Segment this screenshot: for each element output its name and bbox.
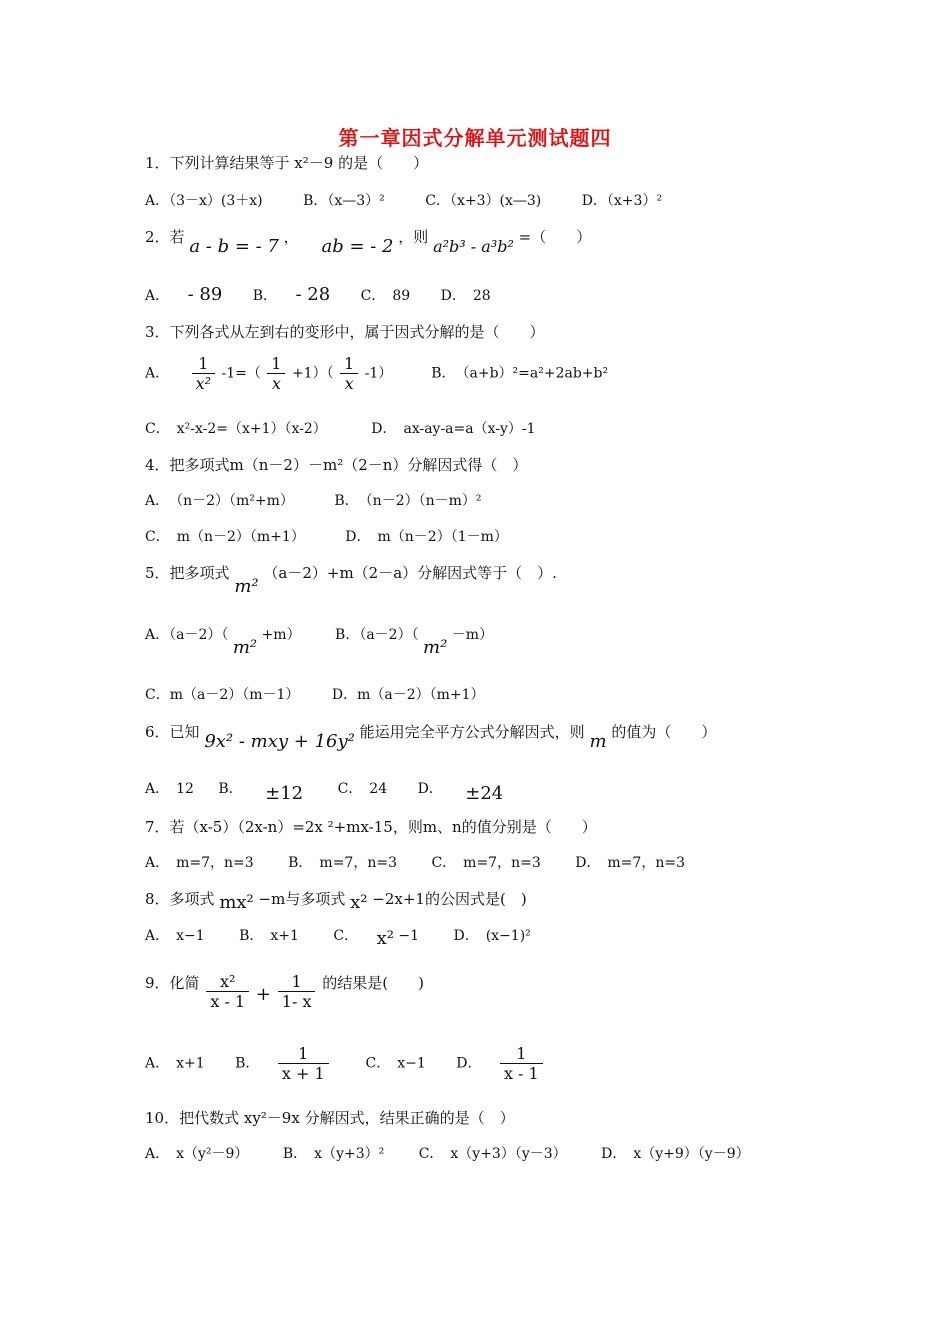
text: 6．已知 bbox=[145, 723, 200, 741]
option-b-label: B． bbox=[218, 781, 243, 797]
question-3-options-ab bbox=[145, 354, 608, 393]
question-1-options bbox=[145, 190, 662, 210]
fraction: $\frac{1}{x}$ bbox=[267, 354, 285, 393]
option-c: C． x²-x-2=（x+1）（x-2） bbox=[145, 421, 327, 437]
q8-expr1: mx² bbox=[219, 892, 254, 913]
option-a-end: +m） bbox=[261, 627, 301, 643]
option-a: A． m=7，n=3 bbox=[145, 855, 254, 871]
question-10-options bbox=[145, 1143, 750, 1163]
option-c: C． m=7，n=3 bbox=[431, 855, 541, 871]
q2-expr3: a²b³ - a³b² bbox=[433, 237, 514, 256]
text: 9．化简 bbox=[145, 974, 200, 992]
option-a: A．（a－2）（ bbox=[145, 627, 229, 643]
option-d-label: D． bbox=[456, 1055, 482, 1072]
page-title: 第一章因式分解单元测试题四 bbox=[338, 126, 612, 150]
option-d: D． x（y+9）（y－9） bbox=[601, 1146, 750, 1162]
option-b-label: B． bbox=[235, 1055, 260, 1072]
option-b-expr: m² bbox=[423, 637, 448, 658]
question-9-options bbox=[145, 1044, 545, 1083]
option-c: C．m（a－2）（m－1） bbox=[145, 687, 300, 703]
q5-expr: m² bbox=[234, 576, 259, 597]
option-d: D． ax-ay-a=a（x-y）-1 bbox=[371, 421, 536, 437]
option-b: B． x（y+3）² bbox=[282, 1146, 385, 1162]
text: −2x+1的公因式是( ) bbox=[372, 890, 527, 908]
question-6 bbox=[145, 721, 717, 752]
question-2-options bbox=[145, 284, 491, 305]
option-b-label: B． bbox=[252, 288, 278, 304]
option-a: A． x−1 bbox=[145, 928, 205, 944]
option-d-label: D． bbox=[417, 781, 443, 797]
option-a: A． x（y²－9） bbox=[145, 1146, 249, 1162]
q8-expr2: x² bbox=[350, 892, 368, 913]
question-7: 7．若（x-5）（2x-n）=2x ²+mx-15，则m、n的值分别是（ ） bbox=[145, 818, 597, 836]
text: −m与多项式 bbox=[258, 890, 346, 908]
option-b: B．（a－2）（ bbox=[335, 627, 419, 643]
fraction: $\frac{1}{x + 1}$ bbox=[278, 1044, 329, 1083]
question-4: 4．把多项式m（n－2）－m²（2－n）分解因式得（ ） bbox=[145, 456, 528, 474]
text: -1） bbox=[364, 365, 393, 382]
fraction: $\frac{\text{x²}}{x - 1}$ bbox=[206, 972, 249, 1011]
text: 的值为（ ） bbox=[611, 723, 717, 741]
option-b-value: ±12 bbox=[265, 783, 304, 804]
question-7-options bbox=[145, 852, 685, 872]
option-c: C． m（n－2）（m+1） bbox=[145, 529, 305, 545]
fraction: $\frac{1}{\text{x²}}$ bbox=[192, 354, 215, 393]
option-b: B．（x—3）² bbox=[303, 193, 385, 209]
q2-expr2: ab = - 2 bbox=[321, 236, 394, 257]
option-d: D． m=7，n=3 bbox=[575, 855, 685, 871]
text: 的结果是( ) bbox=[322, 974, 424, 992]
question-3-options-cd bbox=[145, 418, 536, 438]
option-b: B． m=7，n=3 bbox=[288, 855, 397, 871]
question-5 bbox=[145, 562, 557, 597]
fraction: $\frac{1}{x - 1}$ bbox=[500, 1044, 543, 1083]
question-4-options-cd bbox=[145, 526, 508, 546]
fraction: $\frac{1}{x}$ bbox=[340, 354, 358, 393]
q6-var: m bbox=[589, 731, 607, 752]
text: 8．多项式 bbox=[145, 890, 215, 908]
option-a-label: A． bbox=[145, 365, 170, 382]
text: （a－2）+m（2－a）分解因式等于（ ）. bbox=[263, 564, 557, 582]
option-b-value: - 28 bbox=[295, 284, 331, 305]
q2-suffix: =（ ） bbox=[518, 228, 592, 246]
option-d: D． 28 bbox=[440, 288, 491, 304]
option-d: D．m（a－2）（m+1） bbox=[331, 687, 485, 703]
q2-mid: ，则 bbox=[398, 228, 429, 246]
option-b: B． （n－2）（n－m）² bbox=[334, 493, 482, 509]
question-8-options bbox=[145, 924, 531, 949]
text: 能运用完全平方公式分解因式，则 bbox=[359, 723, 585, 741]
fraction: $\frac{1}{1- x}$ bbox=[278, 972, 316, 1011]
option-c-label: C． bbox=[333, 928, 359, 944]
option-d: D． (x−1)² bbox=[453, 928, 531, 944]
question-1: 1．下列计算结果等于 x²－9 的是（ ） bbox=[145, 154, 429, 172]
option-b: B． （a+b）²=a²+2ab+b² bbox=[431, 365, 609, 382]
option-d-value: ±24 bbox=[465, 783, 504, 804]
option-c: C．（x+3）(x—3) bbox=[425, 193, 542, 209]
text: -1=（ bbox=[221, 365, 261, 382]
q2-prefix: 2．若 bbox=[145, 228, 185, 246]
question-5-options-cd bbox=[145, 684, 485, 704]
option-a: A． （n－2）（m²+m） bbox=[145, 493, 294, 509]
option-c-expr: x² bbox=[376, 928, 394, 949]
question-5-options-ab bbox=[145, 623, 494, 658]
option-b: B． x+1 bbox=[239, 928, 299, 944]
q2-expr1: a - b = - 7 bbox=[189, 236, 279, 257]
option-c-end: −1 bbox=[398, 928, 420, 944]
option-a: A． x+1 bbox=[145, 1055, 205, 1072]
question-4-options-ab bbox=[145, 490, 482, 510]
plus-sign: + bbox=[255, 984, 271, 1005]
text: 5．把多项式 bbox=[145, 564, 230, 582]
option-a-label: A． bbox=[145, 288, 170, 304]
option-a-expr: m² bbox=[232, 637, 258, 658]
option-c: C． 89 bbox=[360, 288, 411, 304]
question-9 bbox=[145, 972, 424, 1011]
option-b-end: －m） bbox=[451, 627, 494, 643]
option-c: C． x（y+3）（y－3） bbox=[418, 1146, 567, 1162]
option-a: A． 12 bbox=[145, 781, 194, 797]
question-3: 3．下列各式从左到右的变形中，属于因式分解的是（ ） bbox=[145, 323, 545, 341]
option-c: C． x−1 bbox=[365, 1055, 426, 1072]
question-10: 10．把代数式 xy²－9x 分解因式，结果正确的是（ ） bbox=[145, 1109, 515, 1127]
option-a: A．（3－x）(3＋x) bbox=[145, 193, 263, 209]
q6-expr: 9x² - mxy + 16y² bbox=[204, 731, 355, 752]
question-8 bbox=[145, 888, 527, 913]
option-d: D．（x+3）² bbox=[581, 193, 663, 209]
question-6-options bbox=[145, 777, 504, 804]
q2-sep: ， bbox=[283, 228, 299, 246]
option-d: D． m（n－2）（1－m） bbox=[345, 529, 508, 545]
question-2 bbox=[145, 226, 592, 257]
option-a-value: - 89 bbox=[187, 284, 223, 305]
option-c: C． 24 bbox=[337, 781, 388, 797]
text: +1）（ bbox=[291, 365, 334, 382]
